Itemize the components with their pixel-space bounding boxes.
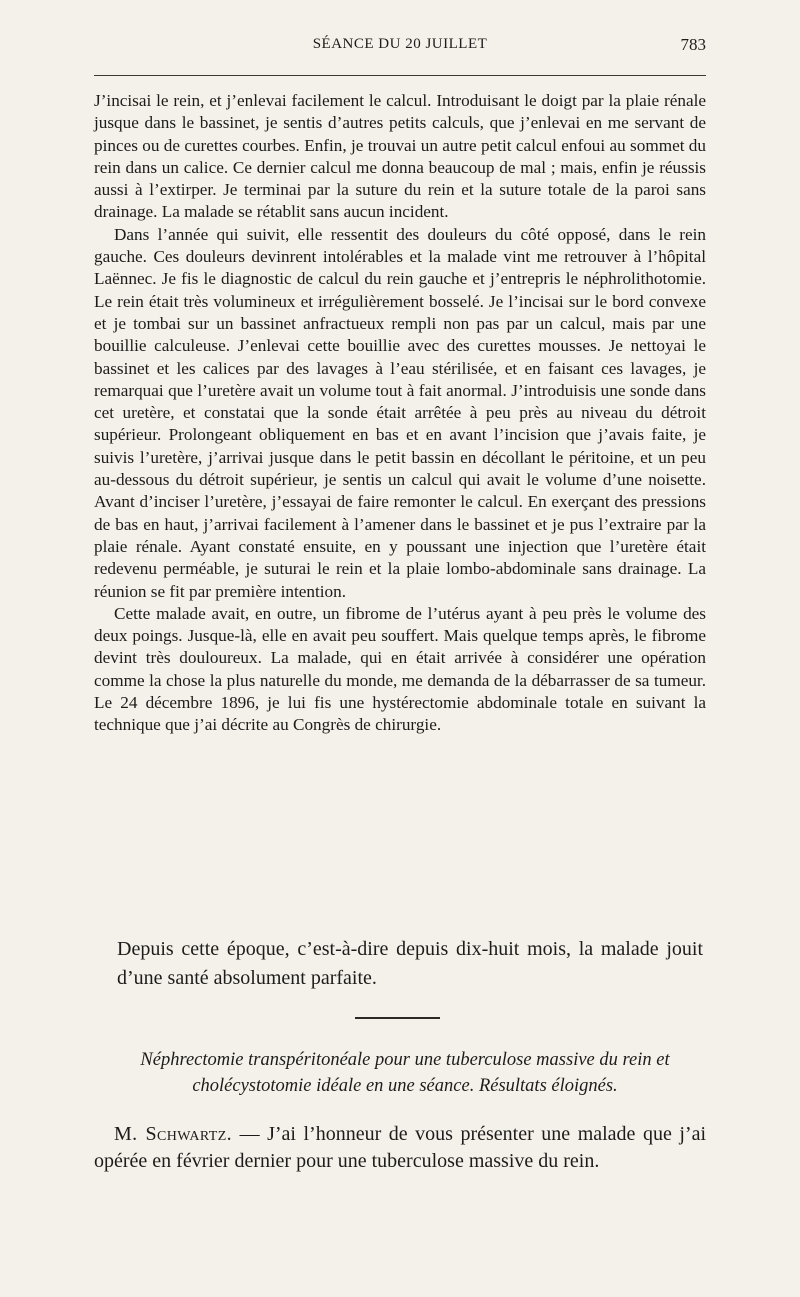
closing-text: — J’ai l’honneur de vous présenter une malade que j’ai opérée en février dernier pour une tuberculose massive du rein. xyxy=(94,1123,707,1172)
large-paragraph: Depuis cette époque, c’est-à-dire depuis dix-huit mois, la malade jouit d’une santé absolument parfaite. xyxy=(117,938,703,989)
section-divider xyxy=(355,1017,440,1019)
closing-paragraph xyxy=(94,1121,706,1175)
running-head xyxy=(94,36,706,60)
paragraph: Cette malade avait, en outre, un fibrome de l’utérus ayant à peu près le volume des deux poings. Jusque-là, elle en avait peu souffert. Mais quelque temps après, le fibrome devint très douloureux. La malade, qui en était arrivée à considérer une opération comme la chose la plus naturelle du monde, me demanda de la débarrasser de sa tumeur. Le 24 décembre 1896, je lui fis une hystérectomie abdominale totale en suivant la technique que j’ai décrite au Congrès de chirurgie. xyxy=(94,603,706,735)
header-title: SÉANCE DU 20 JUILLET xyxy=(312,36,488,52)
section-title: Néphrectomie transpéritonéale pour une tuberculose massive du rein et cholécystotomie idéale en une séance. Résultats éloignés. xyxy=(140,1050,670,1096)
page-number: 783 xyxy=(680,35,706,54)
speaker-name: M. Schwartz. xyxy=(114,1123,233,1145)
body-text xyxy=(94,90,706,737)
header-rule xyxy=(94,75,706,76)
paragraph: Dans l’année qui suivit, elle ressentit des douleurs du côté opposé, dans le rein gauche. Ces douleurs devinrent intolérables et la malade vint me retrouver à l’hôpital Laënnec. Je fis le diagnostic de calcul du rein gauche et j’entrepris le néphrolithotomie. Le rein était très volumineux et irrégulièrement bosselé. Je l’incisai sur le bord convexe et je tombai sur un bassinet anfractueux rempli non pas par un calcul, mais par une bouillie calculeuse. J’enlevai cette bouillie avec des curettes mousses. Je nettoyai le bassinet et les calices par des lavages à l’eau stérilisée, et en faisant ces lavages, je remarquai que l’uretère avait un volume tout à fait anormal. J’introduisis une sonde dans cet uretère, et constatai que la sonde était arrêtée à peu près au niveau du détroit supérieur. Prolongeant obliquement en bas et en avant l’incision que j’avais faite, je suivis l’uretère, j’arrivai jusque dans le petit bassin en décollant le péritoine, et un peu au-dessous du détroit supérieur, je sentis un calcul qui avait le volume d’une noisette. Avant d’inciser l’uretère, j’essayai de faire remonter le calcul. En exerçant des pressions de bas en haut, j’arrivai facilement à l’amener dans le bassinet et je pus l’extraire par la plaie rénale. Ayant constaté ensuite, en y poussant une injection que l’uretère était redevenu perméable, je suturai le rein et la plaie lombo-abdominale sans drainage. La réunion se fit par première intention. xyxy=(94,224,706,601)
paragraph: J’incisai le rein, et j’enlevai facilement le calcul. Introduisant le doigt par la plaie rénale jusque dans le bassinet, je sentis d’autres petits calculs, que j’enlevai en me servant de pinces ou de curettes courbes. Enfin, je trouvai un autre petit calcul enfoui au sommet du rein dans un calice. Ce dernier calcul me donna beaucoup de mal ; mais, enfin je réussis aussi à l’extirper. Je terminai par la suture du rein et la suture totale de la paroi sans drainage. La malade se rétablit sans aucun incident. xyxy=(94,91,706,222)
